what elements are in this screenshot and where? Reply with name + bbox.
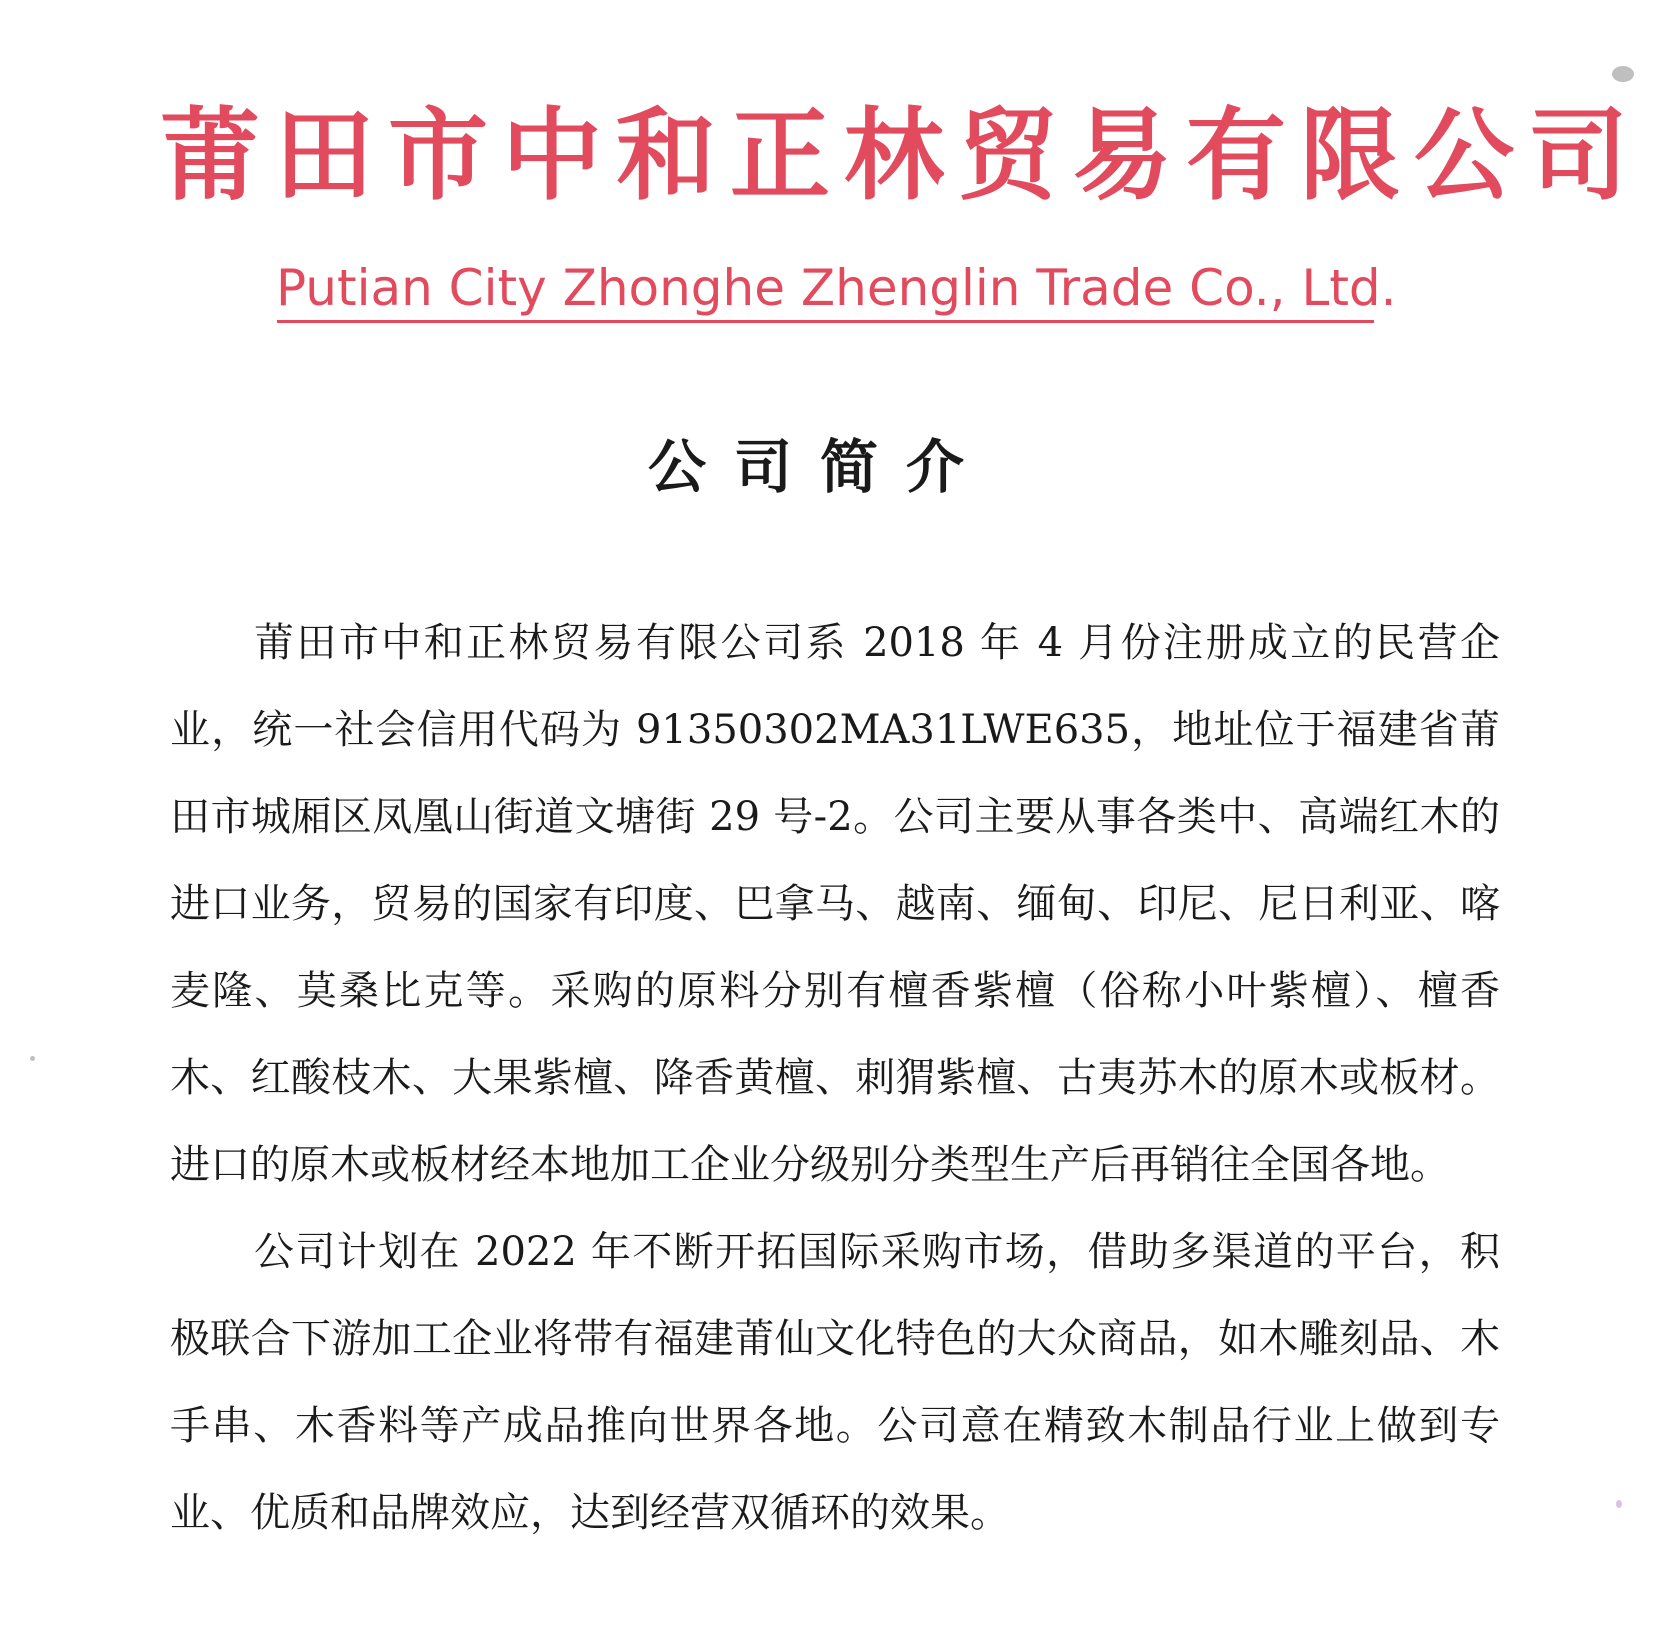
letterhead-underline: [277, 320, 1374, 323]
company-name-english: Putian City Zhonghe Zhenglin Trade Co., Ltd.: [276, 259, 1397, 317]
document-body: [170, 600, 1500, 1557]
document-heading: 公司简介: [647, 433, 992, 501]
company-name-chinese: 莆田市中和正林贸易有限公司: [160, 96, 1642, 214]
body-paragraph-1: 莆田市中和正林贸易有限公司系 2018 年 4 月份注册成立的民营企业，统一社会信用代码为 91350302MA31LWE635，地址位于福建省莆田市城厢区凤凰山街道文塘街 29 号-2。公司主要从事各类中、高端红木的进口业务，贸易的国家有印度、巴拿马、越南、缅甸、印尼、尼日利亚、喀麦隆、莫桑比克等。采购的原料分别有檀香紫檀（俗称小叶紫檀）、檀香木、红酸枝木、大果紫檀、降香黄檀、刺猬紫檀、古夷苏木的原木或板材。进口的原木或板材经本地加工企业分级别分类型生产后再销往全国各地。: [170, 620, 1500, 1188]
scan-speck: [30, 1056, 35, 1061]
scan-speck: [1616, 1500, 1622, 1508]
body-paragraph-2: 公司计划在 2022 年不断开拓国际采购市场，借助多渠道的平台，积极联合下游加工企业将带有福建莆仙文化特色的大众商品，如木雕刻品、木手串、木香料等产成品推向世界各地。公司意在精致木制品行业上做到专业、优质和品牌效应，达到经营双循环的效果。: [170, 1229, 1500, 1536]
scan-speck: [1612, 66, 1634, 82]
